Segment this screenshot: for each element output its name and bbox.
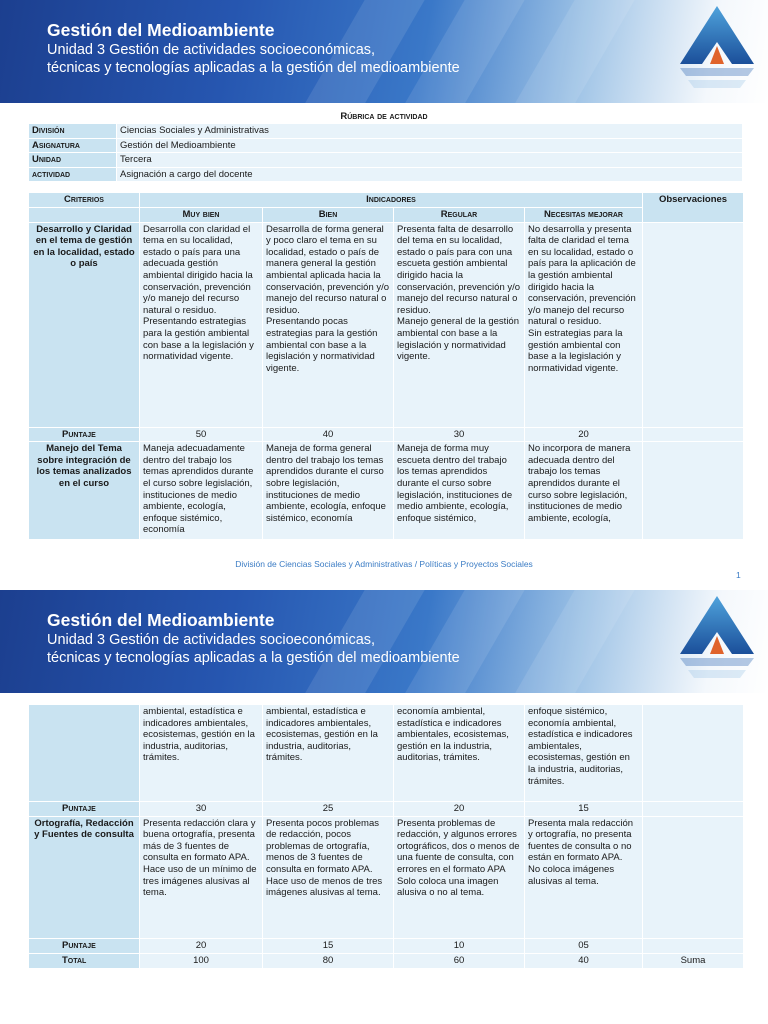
score-value: 15 xyxy=(263,938,394,953)
score-label: Puntaje xyxy=(29,427,140,442)
observation-cell xyxy=(643,938,744,953)
observation-cell xyxy=(643,222,744,427)
unit-subtitle-line1: Unidad 3 Gestión de actividades socioeconómicas, xyxy=(47,42,376,58)
indicator-cell: Presenta redacción clara y buena ortografía, presenta más de 3 fuentes de consulta en formato APA. Hace uso de un mínimo de tres imágenes alusivas al tema. xyxy=(140,816,263,938)
score-value: 20 xyxy=(525,427,643,442)
rubric-table-page2 xyxy=(28,704,744,969)
activity-info-table xyxy=(28,123,743,182)
total-label: Total xyxy=(29,953,140,968)
observations-header: Observaciones xyxy=(643,193,744,223)
info-row xyxy=(29,167,743,182)
score-value: 15 xyxy=(525,802,643,817)
total-value: 60 xyxy=(394,953,525,968)
indicator-cell: Desarrolla con claridad el tema en su localidad, estado o país para una adecuada gestión ambiental dirigido hacia la conservación, prevención y/o manejo del recurso natural o residuo. Presentando estrategias para la gestión ambiental con base a la legislación y normatividad vigente. xyxy=(140,222,263,427)
score-label: Puntaje xyxy=(29,938,140,953)
level-header: Necesitas mejorar xyxy=(525,207,643,222)
info-value: Asignación a cargo del docente xyxy=(117,167,743,182)
info-label: División xyxy=(29,124,117,139)
observation-cell xyxy=(643,705,744,802)
score-value: 05 xyxy=(525,938,643,953)
info-value: Gestión del Medioambiente xyxy=(117,138,743,153)
rubric-table-page1 xyxy=(28,192,744,540)
course-title: Gestión del Medioambiente xyxy=(47,610,275,630)
criteria-header-blank xyxy=(29,207,140,222)
info-row xyxy=(29,124,743,139)
info-row xyxy=(29,153,743,168)
score-value: 10 xyxy=(394,938,525,953)
total-value: 100 xyxy=(140,953,263,968)
score-value: 30 xyxy=(140,802,263,817)
indicator-cell: No desarrolla y presenta falta de claridad el tema en su localidad, estado o país para la aplicación de la gestión ambiental dirigido hacia la conservación, prevención y/o manejo del recurso natural o residuo. Sin estrategias para la gestión ambiental con base a la legislación y normatividad vigente. xyxy=(525,222,643,427)
info-value: Tercera xyxy=(117,153,743,168)
level-header: Bien xyxy=(263,207,394,222)
footer-division: División de Ciencias Sociales y Administrativas / Políticas y Proyectos Sociales xyxy=(235,559,533,569)
criterion-name: Ortografía, Redacción y Fuentes de consulta xyxy=(29,816,140,938)
indicator-cell: Maneja de forma general dentro del trabajo los temas aprendidos durante el curso sobre legislación, instituciones de medio ambiente, ecología, enfoque sistémico, economía xyxy=(263,442,394,540)
indicator-cell: No incorpora de manera adecuada dentro del trabajo los temas aprendidos durante el curso sobre legislación, instituciones de medio ambiente, ecología, xyxy=(525,442,643,540)
criteria-header: Criterios xyxy=(29,193,140,208)
observation-cell xyxy=(643,802,744,817)
unit-subtitle-line2: técnicas y tecnologías aplicadas a la gestión del medioambiente xyxy=(47,650,460,666)
observation-cell xyxy=(643,442,744,540)
indicator-cell: Presenta pocos problemas de redacción, pocos problemas de ortografía, menos de 3 fuentes de consulta en formato APA. Hace uso de menos de tres imágenes alusivas al tema. xyxy=(263,816,394,938)
total-value: 80 xyxy=(263,953,394,968)
page-number: 1 xyxy=(736,570,741,580)
level-header: Regular xyxy=(394,207,525,222)
score-value: 50 xyxy=(140,427,263,442)
page-2 xyxy=(0,590,768,1024)
score-value: 25 xyxy=(263,802,394,817)
institution-logo-icon xyxy=(676,592,758,688)
score-value: 30 xyxy=(394,427,525,442)
info-label: Unidad xyxy=(29,153,117,168)
criterion-name-continued xyxy=(29,705,140,802)
score-value: 20 xyxy=(394,802,525,817)
criterion-name: Manejo del Tema sobre integración de los temas analizados en el curso xyxy=(29,442,140,540)
score-value: 20 xyxy=(140,938,263,953)
header-banner xyxy=(0,0,768,103)
observation-cell xyxy=(643,427,744,442)
indicator-cell: ambiental, estadística e indicadores ambientales, ecosistemas, gestión en la industria, auditorias, trámites. xyxy=(140,705,263,802)
indicator-cell: Presenta mala redacción y ortografía, no presenta fuentes de consulta o no están en formato APA. No coloca imágenes alusivas al tema. xyxy=(525,816,643,938)
header-banner xyxy=(0,590,768,693)
observation-cell xyxy=(643,816,744,938)
indicator-cell: Maneja de forma muy escueta dentro del trabajo los temas aprendidos durante el curso sobre legislación, instituciones de medio ambiente, ecología, enfoque sistémico, xyxy=(394,442,525,540)
level-header: Muy bien xyxy=(140,207,263,222)
score-label: Puntaje xyxy=(29,802,140,817)
institution-logo-icon xyxy=(676,2,758,98)
unit-subtitle-line1: Unidad 3 Gestión de actividades socioeconómicas, xyxy=(47,632,376,648)
total-value: 40 xyxy=(525,953,643,968)
indicator-cell: ambiental, estadística e indicadores ambientales, ecosistemas, gestión en la industria, auditorias, trámites. xyxy=(263,705,394,802)
total-observation: Suma xyxy=(643,953,744,968)
rubric-title: Rúbrica de actividad xyxy=(340,111,428,122)
indicator-cell: enfoque sistémico, economía ambiental, estadística e indicadores ambientales, ecosistemas, gestión en la industria, auditorias, trámites. xyxy=(525,705,643,802)
info-value: Ciencias Sociales y Administrativas xyxy=(117,124,743,139)
indicator-cell: Desarrolla de forma general y poco claro el tema en su localidad, estado o país de manera general la gestión ambiental aplicada hacia la conservación, prevención y/o manejo del recurso natural o residuo. Presentando pocas estrategias para la gestión ambiental con base a la legislación y normatividad vigente. xyxy=(263,222,394,427)
info-label: actividad xyxy=(29,167,117,182)
indicator-cell: Presenta falta de desarrollo del tema en su localidad, estado o país para con una escueta gestión ambiental dirigido hacia la conservación, prevención y/o manejo del recurso natural o residuo. Manejo general de la gestión ambiental con base a la legislación y normatividad vigente. xyxy=(394,222,525,427)
info-row xyxy=(29,138,743,153)
indicator-cell: Maneja adecuadamente dentro del trabajo los temas aprendidos durante el curso sobre legislación, instituciones de medio ambiente, ecología, enfoque sistémico, economía xyxy=(140,442,263,540)
course-title: Gestión del Medioambiente xyxy=(47,20,275,40)
indicator-cell: Presenta problemas de redacción, y algunos errores ortográficos, dos o menos de una fuente de consulta, con errores en el formato APA Solo coloca una imagen alusiva o no al tema. xyxy=(394,816,525,938)
indicators-header: Indicadores xyxy=(140,193,643,208)
indicator-cell: economía ambiental, estadística e indicadores ambientales, ecosistemas, gestión en la industria, auditorias, trámites. xyxy=(394,705,525,802)
info-label: Asignatura xyxy=(29,138,117,153)
score-value: 40 xyxy=(263,427,394,442)
unit-subtitle-line2: técnicas y tecnologías aplicadas a la gestión del medioambiente xyxy=(47,60,460,76)
criterion-name: Desarrollo y Claridad en el tema de gestión en la localidad, estado o país xyxy=(29,222,140,427)
